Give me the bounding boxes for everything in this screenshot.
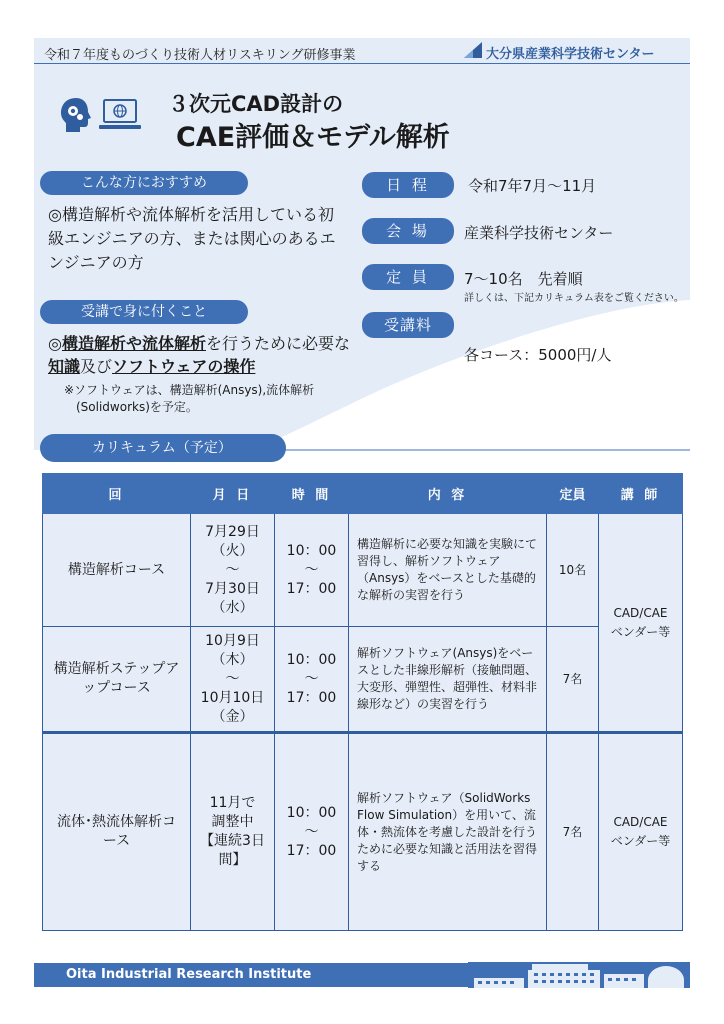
skills-label: 受講で身に付くこと (40, 300, 248, 324)
capacity-note: 詳しくは、下記カリキュラム表をご覧ください。 (464, 293, 684, 304)
curriculum-label: カリキュラム（予定） (40, 434, 286, 462)
header-program: 令和７年度ものづくり技術人材リスキリング研修事業 (44, 48, 356, 63)
course-content: 解析ソフトウェア(Ansys)をベースとした非線形解析（接触問題、大変形、弾塑性、超弾性、材料非線形など）の実習を行う (349, 627, 547, 733)
header-content: 内 容 (349, 474, 547, 514)
skills-mark: ◎ (48, 334, 62, 353)
schedule-label: 日 程 (362, 172, 454, 198)
skills-bold-2: 知識 (48, 357, 81, 376)
course-time: 10：00 ～ 17：00 (275, 733, 349, 931)
table-header-row (43, 474, 683, 514)
skills-note-2: (Solidworks)を予定。 (76, 400, 198, 414)
title-line1: ３次元CAD設計の (168, 92, 344, 116)
instructor-cell: CAD/CAE ベンダー等 (599, 514, 683, 733)
title-line2: CAE評価＆モデル解析 (176, 122, 450, 153)
venue-label: 会 場 (362, 218, 454, 244)
skills-text (48, 332, 358, 378)
target-label: こんな方におすすめ (40, 171, 248, 195)
schedule-value: 令和7年7月～11月 (468, 177, 597, 195)
target-text: ◎構造解析や流体解析を活用している初級エンジニアの方、または関心のあるエンジニアの方 (48, 205, 336, 272)
course-capacity: 7名 (547, 733, 599, 931)
skills-text-1: を行うために必要な (205, 334, 350, 353)
course-capacity: 7名 (547, 627, 599, 733)
table-row (43, 733, 683, 931)
instructor-cell: CAD/CAE ベンダー等 (599, 733, 683, 931)
course-name: 構造解析コース (43, 514, 191, 627)
header-time: 時 間 (275, 474, 349, 514)
skills-text-2: 及び (80, 357, 113, 376)
header-round: 回 (43, 474, 191, 514)
course-date: 10月9日 （木） ～ 10月10日 （金） (191, 627, 275, 733)
course-name: 構造解析ステップアップコース (43, 627, 191, 733)
course-date: 11月で 調整中 【連続3日 間】 (191, 733, 275, 931)
course-time: 10：00 ～ 17：00 (275, 514, 349, 627)
skills-bold-1: 構造解析や流体解析 (61, 334, 206, 353)
capacity-value: 7～10名 先着順 (464, 270, 583, 288)
course-content: 解析ソフトウェア（SolidWorks Flow Simulation）を用いて、流体・熱流体を考慮した設計を行うために必要な知識と活用法を習得する (349, 733, 547, 931)
course-content: 構造解析に必要な知識を実験にて習得し、解析ソフトウェア（Ansys）をベースとした基礎的な解析の実習を行う (349, 514, 547, 627)
laptop-globe-icon (98, 98, 142, 132)
course-time: 10：00 ～ 17：00 (275, 627, 349, 733)
course-name: 流体･熱流体解析コース (43, 733, 191, 931)
org-name: 大分県産業科学技術センター (486, 47, 655, 62)
org-logo-icon (462, 40, 484, 60)
header-date: 月 日 (191, 474, 275, 514)
course-date: 7月29日 （火） ～ 7月30日 （水） (191, 514, 275, 627)
fee-value: 各コース：5000円/人 (464, 346, 612, 364)
table-row (43, 514, 683, 627)
capacity-label: 定 員 (362, 264, 454, 290)
venue-value: 産業科学技術センター (464, 224, 614, 242)
skills-bold-3: ソフトウェアの操作 (112, 357, 256, 376)
header-capacity: 定員 (547, 474, 599, 514)
building-illustration-icon (468, 962, 690, 988)
head-gear-icon (58, 96, 94, 134)
header-divider (34, 63, 690, 64)
table-row (43, 627, 683, 733)
header-instructor: 講 師 (599, 474, 683, 514)
curriculum-table (42, 473, 683, 931)
skills-note-1: ※ソフトウェアは、構造解析(Ansys),流体解析 (64, 383, 315, 397)
fee-label: 受講料 (362, 312, 454, 338)
course-capacity: 10名 (547, 514, 599, 627)
footer-text: Oita Industrial Research Institute (66, 967, 312, 982)
